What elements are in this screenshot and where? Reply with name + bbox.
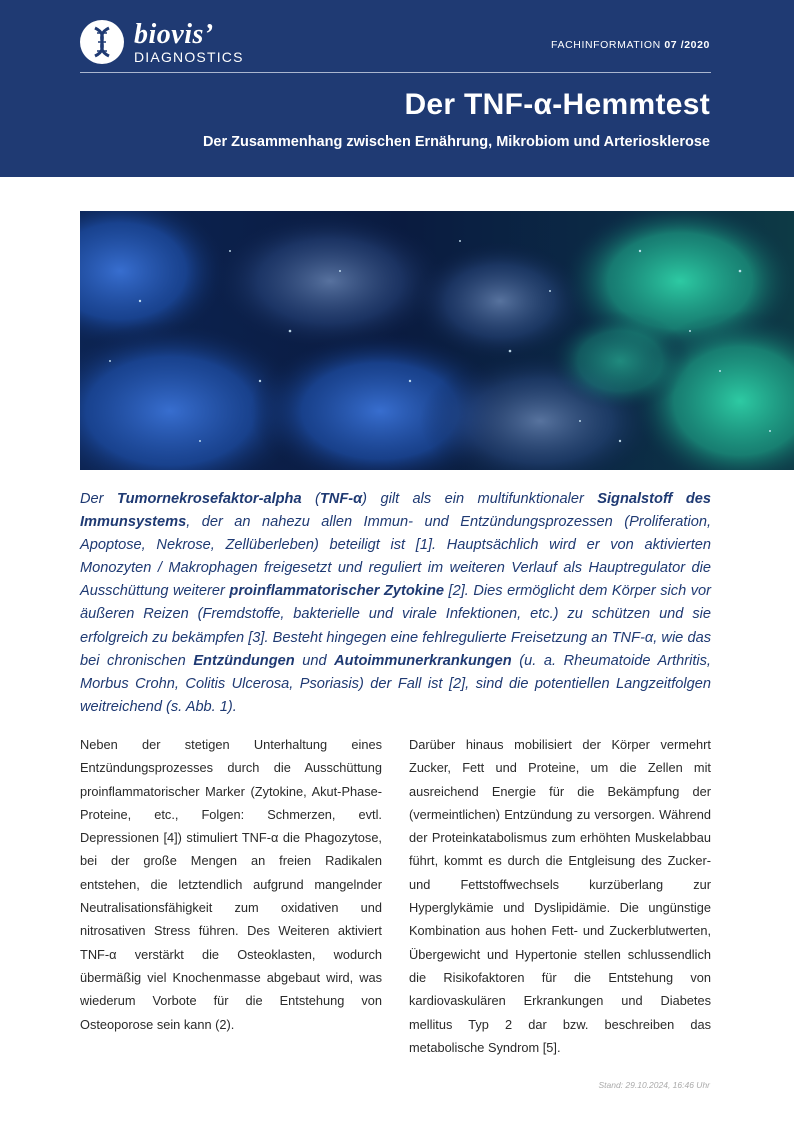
body-column-left: Neben der stetigen Unterhaltung eines Entzündungsprozesses durch die Ausschüttung proinflammatorischer Marker (Zytokine, Akut-Phase-Proteine, etc., Folgen: Schmerzen, evtl. Depressionen [4]) stimuliert TNF-α die Phagozytose, bei der große Mengen an freien Radikalen entstehen, die letztendlich aufgrund mangelnder Neutralisationsfähigkeit zum oxidativen und nitrosativen Stress führen. Des Weiteren aktiviert TNF-α verstärkt die Osteoklasten, wodurch übermäßig viel Knochenmasse abgebaut wird, was wiederum Vorbote für die Entstehung von Osteoporose sein kann (2). <box>80 737 382 1032</box>
intro-segment-bold: Tumornekrosefaktor-alpha <box>116 491 302 507</box>
intro-segment: [2]. Dies ermöglicht dem Körper sich vor äußeren Reizen (Fremdstoffe, bakterielle und virale Infektionen, etc.) zu schützen und sie erfolgreich zu bekämpfen [3]. Besteht hingegen eine fehlregulierte Freisetzung an TNF-α, wie das bei chronischen <box>80 583 711 669</box>
body-column-right: Darüber hinaus mobilisiert der Körper vermehrt Zucker, Fett und Proteine, um die Zellen mit ausreichend Energie für die Bekämpfung der (vermeintlichen) Entzündung zu versorgen. Während der Proteinkatabolismus zum erhöhten Muskelabbau führt, kommt es durch die Entgleisung des Zucker- und Fettstoffwechsels kurzüberlang zur Hyperglykämie und Dyslipidämie. Die ungünstige Kombination aus hohen Fett- und Zuckerblutwerten, Übergewicht und Hypertonie stellen schlussendlich die Risikofaktoren für die Entstehung von kardiovaskulären Erkrankungen und Diabetes mellitus Typ 2 dar bzw. beschreiben das metabolische Syndrom [5]. <box>409 737 711 1055</box>
intro-segment: ) gilt als ein multifunktionaler <box>362 491 598 507</box>
intro-segment: Der <box>80 491 117 507</box>
intro-paragraph <box>80 488 711 719</box>
logo[interactable] <box>80 20 244 64</box>
issue-label <box>551 39 710 51</box>
intro-segment-bold: proinflammatorischer Zytokine <box>229 583 444 600</box>
logo-sub-text: DIAGNOSTICS <box>134 48 244 65</box>
intro-segment-bold: Signalstoff des Immunsystems <box>80 491 711 531</box>
intro-segment-bold: TNF-α <box>319 491 363 507</box>
issue-number: 07 /2020 <box>664 39 710 51</box>
intro-segment-bold: Entzündungen <box>193 652 295 669</box>
page-title: Der TNF-α-Hemmtest <box>404 88 710 121</box>
page-subtitle: Der Zusammenhang zwischen Ernährung, Mikrobiom und Arteriosklerose <box>202 134 710 150</box>
timestamp: Stand: 29.10.2024, 16:46 Uhr <box>598 1080 710 1090</box>
hero-image <box>80 211 794 470</box>
intro-segment: und <box>294 652 335 669</box>
header-banner <box>0 0 794 177</box>
header-divider <box>80 72 711 73</box>
intro-segment: (u. a. Rheumatoide Arthritis, Morbus Crohn, Colitis Ulcerosa, Psoriasis) der Fall ist [2], sind die potentiellen Langzeitfolgen weitreichend (s. Abb. 1). <box>80 652 711 715</box>
intro-segment: , der an nahezu allen Immun- und Entzündungsprozessen (Proliferation, Apoptose, Nekrose, Zellüberleben) beteiligt ist [1]. Hauptsächlich wird er von aktivierten Monozyten / Makrophagen freigesetzt und reguliert im weiteren Verlauf als Hauptregulator die Ausschüttung weiterer <box>80 514 711 600</box>
intro-segment: ( <box>301 491 320 507</box>
logo-brand-text: biovis’ <box>134 18 214 50</box>
issue-label-text: FACHINFORMATION <box>551 39 661 51</box>
intro-segment-bold: Autoimmunerkrankungen <box>334 652 512 669</box>
dna-helix-icon <box>80 20 124 64</box>
